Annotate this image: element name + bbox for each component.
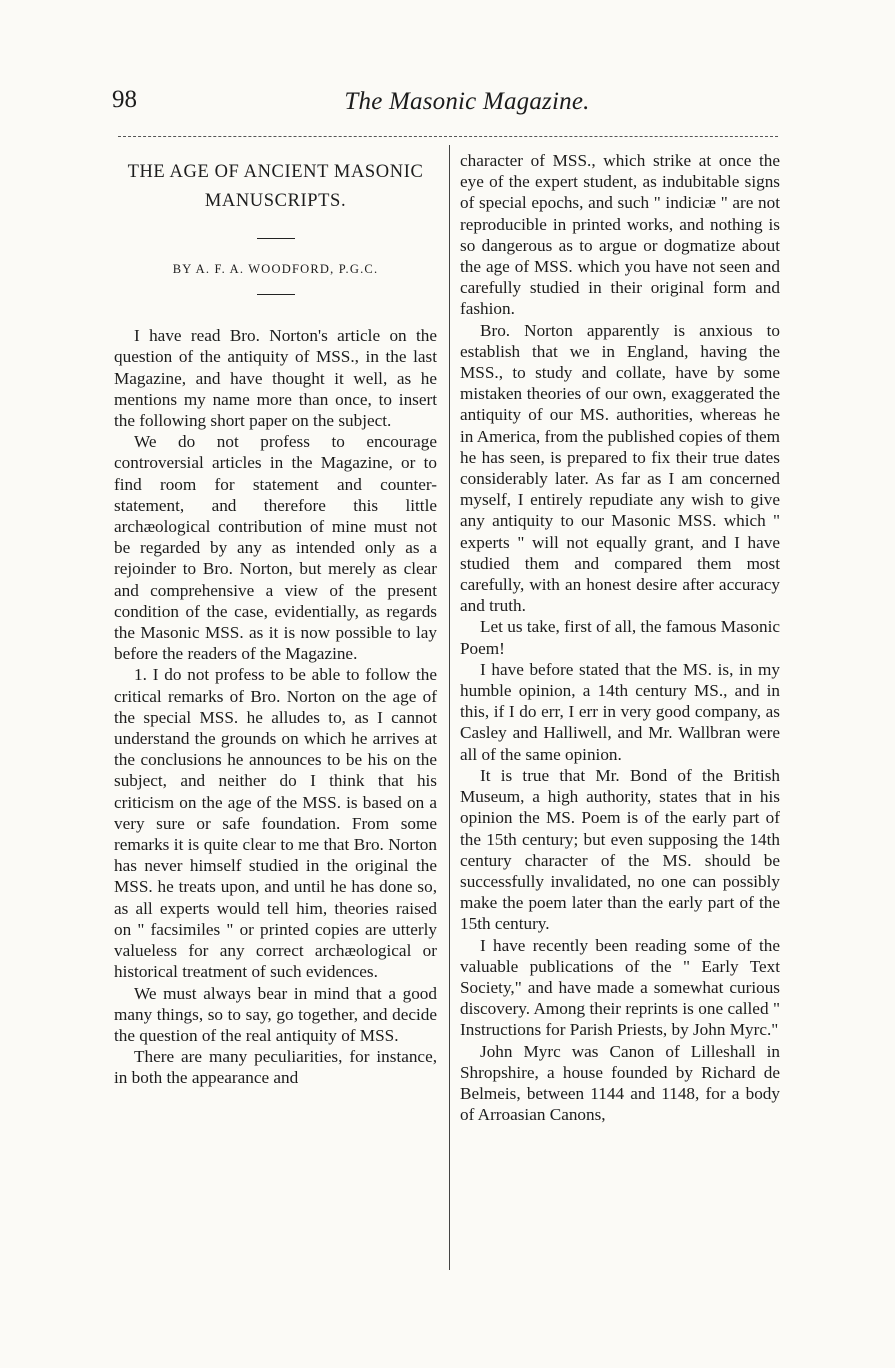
paragraph: There are many peculiarities, for instance, in both the appearance and bbox=[114, 1047, 437, 1088]
page-header bbox=[112, 86, 772, 126]
paragraph: I have recently been reading some of the valuable publications of the " Early Text Society," and have made a somewhat curious discovery. Among their reprints is one called " Instructions for Parish Priests, by John Myrc." bbox=[460, 935, 780, 1040]
paragraph: We must always bear in mind that a good many things, so to say, go together, and decide the question of the real antiquity of MSS. bbox=[114, 983, 437, 1045]
paragraph: It is true that Mr. Bond of the British Museum, a high authority, states that in his opinion the MS. Poem is of the early part of the 15th century; but even supposing the 14th century character of the MS. should be successfully invalidated, no one can possibly make the poem later than the early part of the 15th century. bbox=[460, 765, 780, 934]
magazine-title: The Masonic Magazine. bbox=[344, 88, 590, 115]
paragraph: We do not profess to encourage controversial articles in the Magazine, or to find room for statement and counter-statement, and therefore this little archæological contribution of mine must not be regarded by any as intended only as a rejoinder to Bro. Norton, but merely as clear and comprehensive a view of the present condition of the case, evidentially, as regards the Masonic MSS. as it is now possible to lay before the readers of the Magazine. bbox=[114, 432, 437, 664]
byline-rule bbox=[257, 294, 295, 295]
paragraph: 1. I do not profess to be able to follow the critical remarks of Bro. Norton on the age of the special MSS. he alludes to, as I cannot understand the grounds on which he arrives at the conclusions he announces to be his on the subject, and neither do I think that his criticism on the age of the MSS. is based on a very sure or safe foundation. From some remarks it is quite clear to me that Bro. Norton has never himself studied in the original the MSS. he treats upon, and until he has done so, as all experts would tell him, theories raised on " facsimiles " or printed copies are utterly valueless for any correct archæological or historical treatment of such evidences. bbox=[114, 665, 437, 982]
article-byline: BY A. F. A. WOODFORD, P.G.C. bbox=[172, 262, 379, 276]
paragraph: I have read Bro. Norton's article on the question of the antiquity of MSS., in the last Magazine, and have thought it well, as he mentions my name more than once, to insert the following short paper on the subject. bbox=[114, 326, 437, 431]
paragraph-continuation: character of MSS., which strike at once the eye of the expert student, as indubitable signs of special epochs, and such " indiciæ " are not reproducible in printed works, and nothing is so dangerous as to argue or dogmatize about the age of MSS. which you have not seen and carefully studied in their original form and fashion. bbox=[460, 151, 780, 319]
article-title: THE AGE OF ANCIENT MASONIC MANUSCRIPTS. bbox=[127, 162, 424, 211]
left-column bbox=[114, 148, 437, 1089]
title-rule bbox=[257, 238, 295, 239]
header-rule bbox=[118, 136, 778, 137]
paragraph: Let us take, first of all, the famous Masonic Poem! bbox=[460, 617, 780, 658]
paragraph: I have before stated that the MS. is, in my humble opinion, a 14th century MS., and in this, if I do err, I err in very good company, as Casley and Halliwell, and Mr. Wallbran were all of the same opinion. bbox=[460, 659, 780, 764]
paragraph: John Myrc was Canon of Lilleshall in Shropshire, a house founded by Richard de Belmeis, between 1144 and 1148, for a body of Arroasian Canons, bbox=[460, 1041, 780, 1125]
page-number: 98 bbox=[112, 86, 137, 113]
right-column bbox=[460, 150, 780, 1125]
column-divider bbox=[449, 145, 450, 1270]
paragraph: Bro. Norton apparently is anxious to establish that we in England, having the MSS., to study and collate, have by some mistaken theories of our own, exaggerated the antiquity of our MS. authorities, whereas he in America, from the published copies of them he has seen, is prepared to fix their true dates considerably later. As far as I am concerned myself, I entirely repudiate any wish to give any antiquity to our Masonic MSS. which " experts " will not equally grant, and I have studied them and compared them most carefully, with an honest desire after accuracy and truth. bbox=[460, 320, 780, 616]
